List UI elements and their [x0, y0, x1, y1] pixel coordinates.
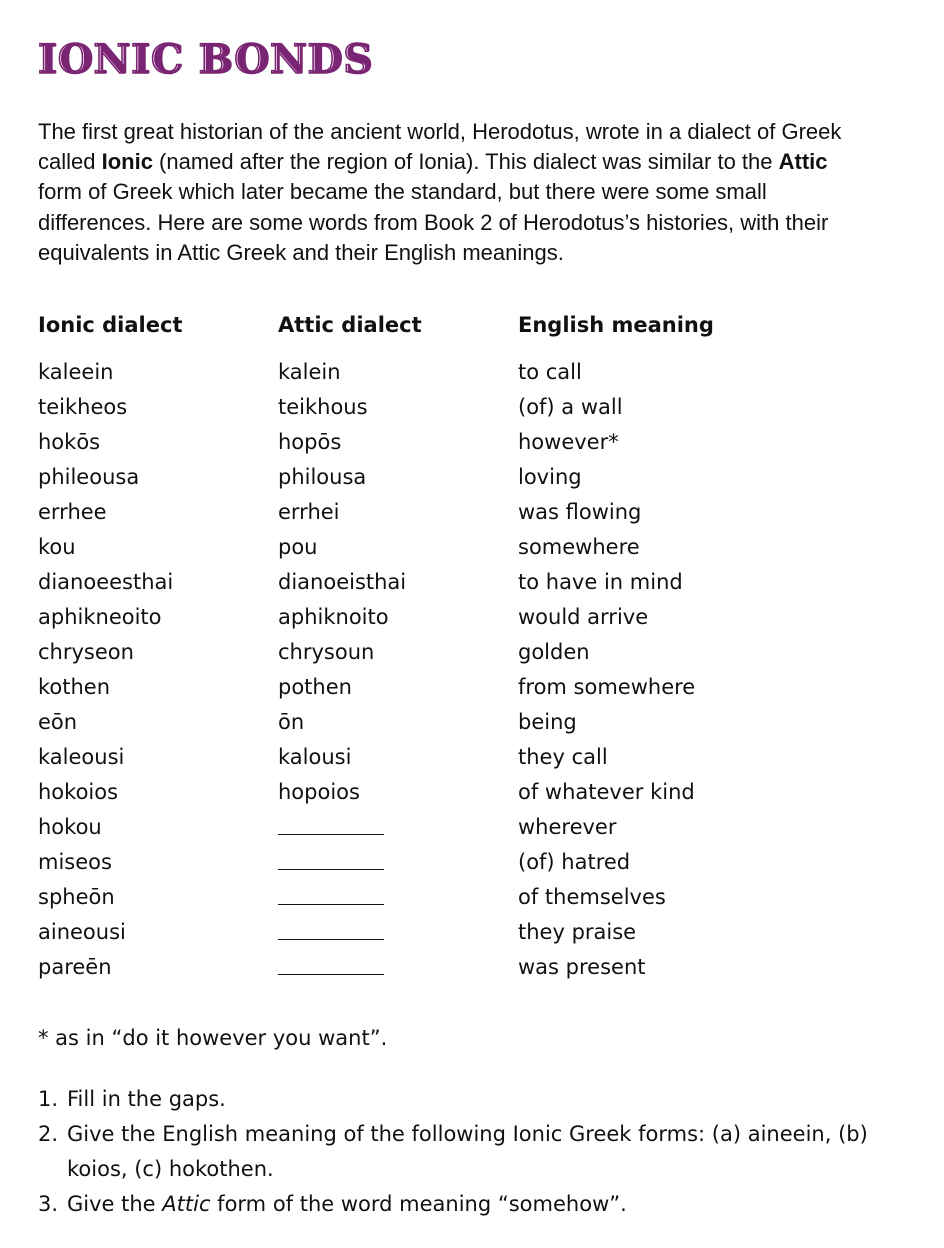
attic-form: hopoios — [278, 779, 360, 804]
table-row — [38, 844, 818, 879]
english-meaning: from somewhere — [518, 674, 696, 699]
ionic-form: eōn — [38, 709, 78, 734]
ionic-form: teikheos — [38, 394, 128, 419]
english-meaning: somewhere — [518, 534, 640, 559]
answer-blank-line — [278, 814, 384, 835]
page-title: IONIC BONDS — [38, 36, 374, 83]
english-meaning: of whatever kind — [518, 779, 695, 804]
table-row — [38, 704, 818, 739]
header-ionic: Ionic dialect — [38, 313, 183, 337]
vocabulary-table — [38, 308, 818, 984]
ionic-form: kaleein — [38, 359, 114, 384]
table-row — [38, 529, 818, 564]
attic-form-blank — [278, 884, 518, 910]
answer-blank-line — [278, 849, 384, 870]
english-meaning: would arrive — [518, 604, 649, 629]
attic-form: pothen — [278, 674, 352, 699]
attic-form-blank — [278, 814, 518, 840]
task-text: Fill in the gaps. — [67, 1087, 226, 1111]
task-text-part: form of the word meaning “somehow”. — [210, 1192, 627, 1216]
table-header-row — [38, 308, 818, 342]
task-item — [38, 1082, 898, 1117]
intro-text: form of Greek which later became the standard, but there were some small differences. Here are some words from Book 2 of Herodotus’s histories, with their equivalents in Attic Greek and their English meanings. — [38, 179, 829, 265]
table-row — [38, 494, 818, 529]
answer-blank-line — [278, 919, 384, 940]
english-meaning: however* — [518, 429, 619, 454]
ionic-form: chryseon — [38, 639, 134, 664]
english-meaning: of themselves — [518, 884, 666, 909]
attic-form: philousa — [278, 464, 367, 489]
english-meaning: golden — [518, 639, 590, 664]
attic-form-blank — [278, 849, 518, 875]
task-text: Give the English meaning of the following Ionic Greek forms: (a) aineein, (b) koios, (c) hokothen. — [67, 1122, 868, 1181]
task-number: 1. — [38, 1087, 59, 1111]
attic-form: chrysoun — [278, 639, 375, 664]
table-row — [38, 879, 818, 914]
table-row — [38, 599, 818, 634]
table-row — [38, 774, 818, 809]
ionic-form: aphikneoito — [38, 604, 162, 629]
task-item — [38, 1117, 898, 1187]
intro-ionic-term: Ionic — [101, 149, 153, 175]
footnote: * as in “do it however you want”. — [38, 1026, 388, 1050]
attic-form: ōn — [278, 709, 305, 734]
task-list — [38, 1082, 898, 1222]
ionic-form: pareēn — [38, 954, 112, 979]
table-row — [38, 739, 818, 774]
ionic-form: miseos — [38, 849, 112, 874]
ionic-form: kou — [38, 534, 76, 559]
intro-text: The first great historian of the ancient world, Herodotus, wrote in a dialect of Greek called — [38, 119, 842, 175]
english-meaning: they praise — [518, 919, 637, 944]
answer-blank-line — [278, 954, 384, 975]
task-text — [67, 1187, 898, 1222]
table-row — [38, 669, 818, 704]
english-meaning: being — [518, 709, 577, 734]
table-body — [38, 354, 818, 984]
table-row — [38, 809, 818, 844]
task-text-part: Give the — [67, 1192, 163, 1216]
english-meaning: to call — [518, 359, 582, 384]
task-number: 3. — [38, 1192, 59, 1216]
attic-form: hopōs — [278, 429, 342, 454]
attic-form-blank — [278, 919, 518, 945]
attic-form-blank — [278, 954, 518, 980]
english-meaning: they call — [518, 744, 608, 769]
table-row — [38, 424, 818, 459]
attic-form: errhei — [278, 499, 340, 524]
ionic-form: spheōn — [38, 884, 115, 909]
table-row — [38, 949, 818, 984]
table-row — [38, 459, 818, 494]
english-meaning: to have in mind — [518, 569, 683, 594]
header-english: English meaning — [518, 313, 714, 337]
intro-attic-term: Attic — [778, 149, 828, 175]
table-row — [38, 634, 818, 669]
table-row — [38, 914, 818, 949]
ionic-form: dianoeesthai — [38, 569, 174, 594]
ionic-form: hokoios — [38, 779, 119, 804]
english-meaning: (of) a wall — [518, 394, 623, 419]
english-meaning: was flowing — [518, 499, 642, 524]
ionic-form: aineousi — [38, 919, 126, 944]
intro-paragraph — [38, 117, 868, 268]
ionic-form: kaleousi — [38, 744, 125, 769]
attic-form: pou — [278, 534, 318, 559]
attic-form: aphiknoito — [278, 604, 389, 629]
english-meaning: loving — [518, 464, 582, 489]
english-meaning: (of) hatred — [518, 849, 631, 874]
attic-form: teikhous — [278, 394, 368, 419]
ionic-form: hokou — [38, 814, 102, 839]
task-item — [38, 1187, 898, 1222]
attic-form: dianoeisthai — [278, 569, 407, 594]
english-meaning: was present — [518, 954, 646, 979]
english-meaning: wherever — [518, 814, 617, 839]
attic-form: kalousi — [278, 744, 352, 769]
task-number: 2. — [38, 1122, 59, 1146]
ionic-form: hokōs — [38, 429, 101, 454]
table-row — [38, 354, 818, 389]
table-row — [38, 564, 818, 599]
ionic-form: phileousa — [38, 464, 140, 489]
intro-text: (named after the region of Ionia). This dialect was similar to the — [152, 149, 779, 175]
ionic-form: errhee — [38, 499, 107, 524]
header-attic: Attic dialect — [278, 313, 422, 337]
table-row — [38, 389, 818, 424]
answer-blank-line — [278, 884, 384, 905]
attic-form: kalein — [278, 359, 341, 384]
ionic-form: kothen — [38, 674, 111, 699]
task-italic-attic: Attic — [162, 1192, 211, 1216]
